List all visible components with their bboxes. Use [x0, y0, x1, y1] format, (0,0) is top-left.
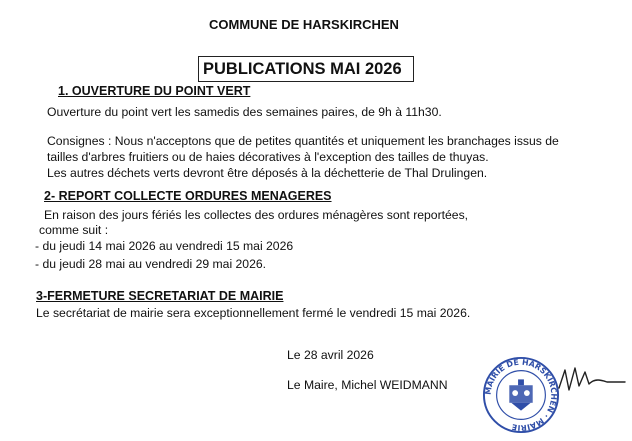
signatory-name: Le Maire, Michel WEIDMANN [287, 378, 448, 392]
section-2-line: comme suit : [39, 223, 109, 237]
section-2-line: En raison des jours fériés les collectes des ordures ménagères sont reportées, [44, 208, 469, 222]
section-1-consignes-line: Les autres déchets verts devront être déposés à la déchetterie de Thal Drulingen. [47, 166, 488, 180]
section-1-consignes-line: tailles d'arbres fruitiers ou de haies décoratives à l'exception des tailles de thuyas. [47, 150, 489, 164]
section-2-list-item: - du jeudi 28 mai au vendredi 29 mai 2026. [35, 257, 267, 271]
section-1-line: Ouverture du point vert les samedis des semaines paires, de 9h à 11h30. [47, 105, 442, 119]
svg-text:MAIRIE DE HARSKIRCHEN · MAIRIE: MAIRIE DE HARSKIRCHEN · MAIRIE [483, 357, 559, 433]
section-2-heading: 2- REPORT COLLECTE ORDURES MENAGERES [44, 189, 332, 203]
section-1-consignes-line: Consignes : Nous n'acceptons que de petites quantités et uniquement les branchages issus de [47, 134, 559, 148]
section-3-heading: 3-FERMETURE SECRETARIAT DE MAIRIE [36, 289, 284, 303]
section-2-list-item: - du jeudi 14 mai 2026 au vendredi 15 mai 2026 [35, 239, 294, 253]
mairie-stamp-icon [482, 356, 560, 434]
section-3-line: Le secrétariat de mairie sera exceptionnellement fermé le vendredi 15 mai 2026. [36, 306, 471, 320]
letter-date: Le 28 avril 2026 [287, 348, 374, 362]
section-1-heading: 1. OUVERTURE DU POINT VERT [58, 84, 251, 98]
commune-title: COMMUNE DE HARSKIRCHEN [209, 17, 399, 32]
handwritten-signature-icon [555, 360, 630, 400]
publication-title: PUBLICATIONS MAI 2026 [203, 60, 402, 78]
